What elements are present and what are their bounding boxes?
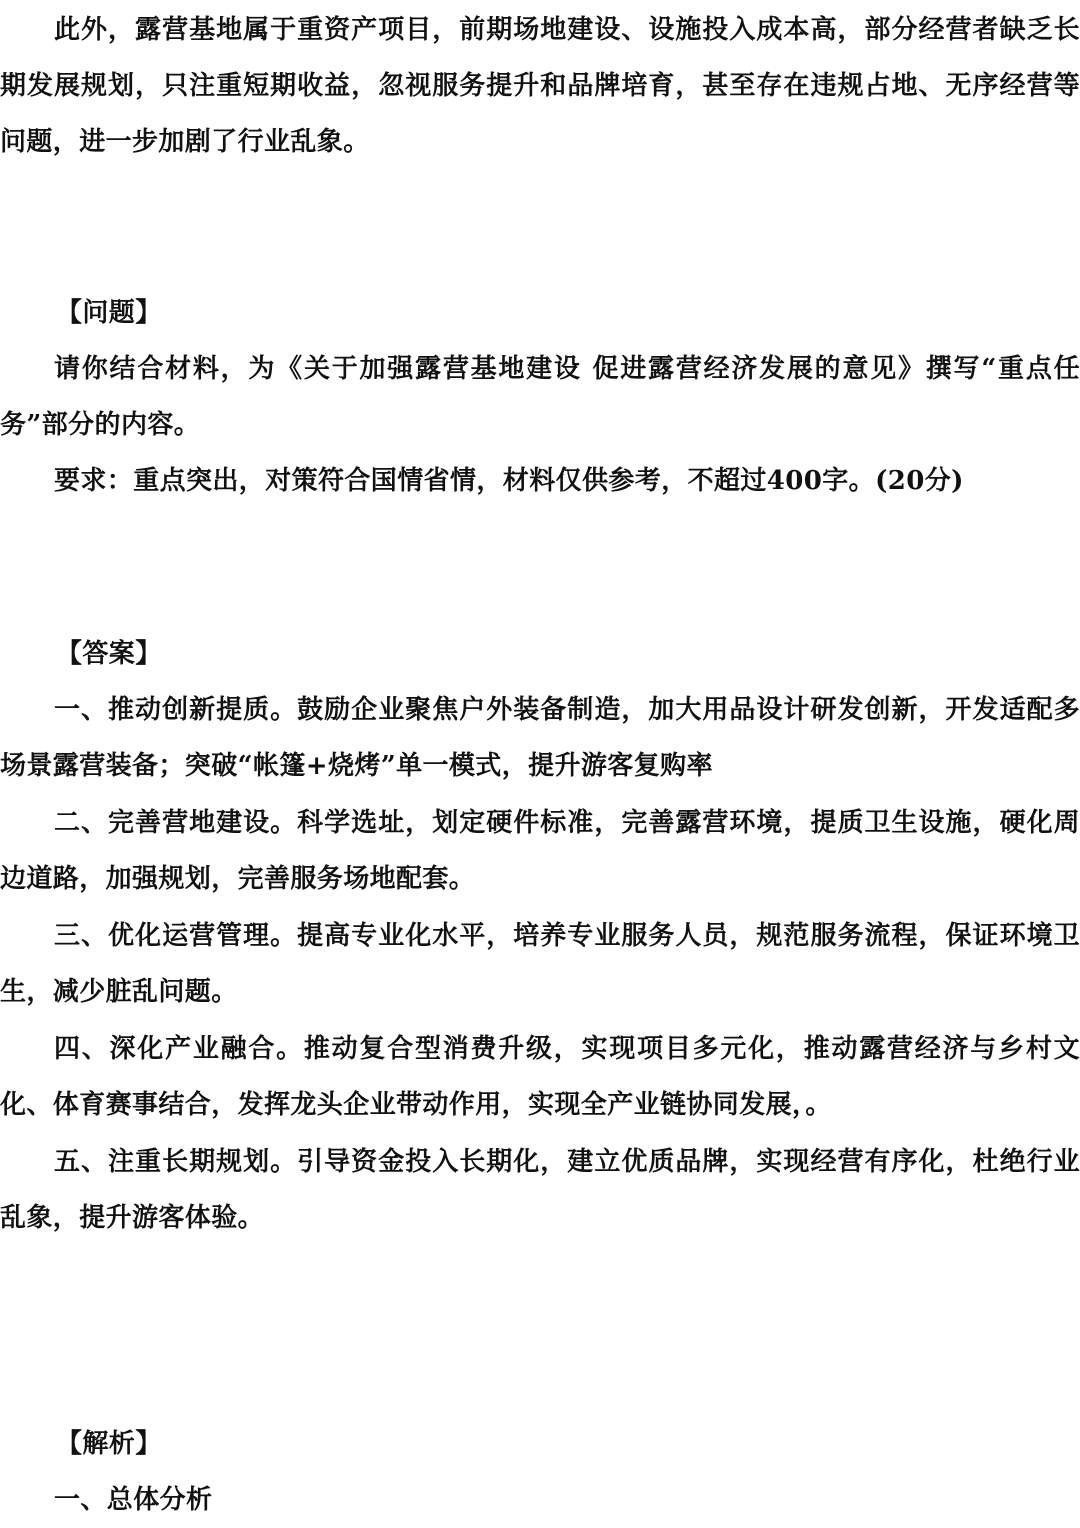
analysis-heading: 【解析】 bbox=[56, 1429, 162, 1459]
answer-item-5: 五、注重长期规划。引导资金投入长期化，建立优质品牌，实现经营有序化，杜绝行业乱象，提升游客体验。 bbox=[0, 1147, 1080, 1233]
answer-heading: 【答案】 bbox=[56, 639, 162, 669]
answer-item-2: 二、完善营地建设。科学选址，划定硬件标准，完善露营环境，提质卫生设施，硬化周边道路，加强规划，完善服务场地配套。 bbox=[0, 808, 1080, 894]
analysis-subheading: 一、总体分析 bbox=[54, 1485, 213, 1515]
answer-item-3: 三、优化运营管理。提高专业化水平，培养专业服务人员，规范服务流程，保证环境卫生，减少脏乱问题。 bbox=[0, 921, 1080, 1007]
answer-item-4: 四、深化产业融合。推动复合型消费升级，实现项目多元化，推动露营经济与乡村文化、体育赛事结合，发挥龙头企业带动作用，实现全产业链协同发展，。 bbox=[0, 1034, 1080, 1120]
intro-paragraph: 此外，露营基地属于重资产项目，前期场地建设、设施投入成本高，部分经营者缺乏长期发展规划，只注重短期收益，忽视服务提升和品牌培育，甚至存在违规占地、无序经营等问题，进一步加剧了行业乱象。 bbox=[0, 15, 1080, 157]
question-text: 请你结合材料，为《关于加强露营基地建设 促进露营经济发展的意见》撰写“重点任务”部分的内容。 bbox=[0, 354, 1080, 440]
question-heading: 【问题】 bbox=[56, 298, 162, 328]
requirement-text: 要求：重点突出，对策符合国情省情，材料仅供参考，不超过400字。(20分) bbox=[54, 466, 964, 496]
answer-item-1: 一、推动创新提质。鼓励企业聚焦户外装备制造，加大用品设计研发创新，开发适配多场景露营装备；突破“帐篷+烧烤”单一模式，提升游客复购率 bbox=[0, 695, 1080, 781]
